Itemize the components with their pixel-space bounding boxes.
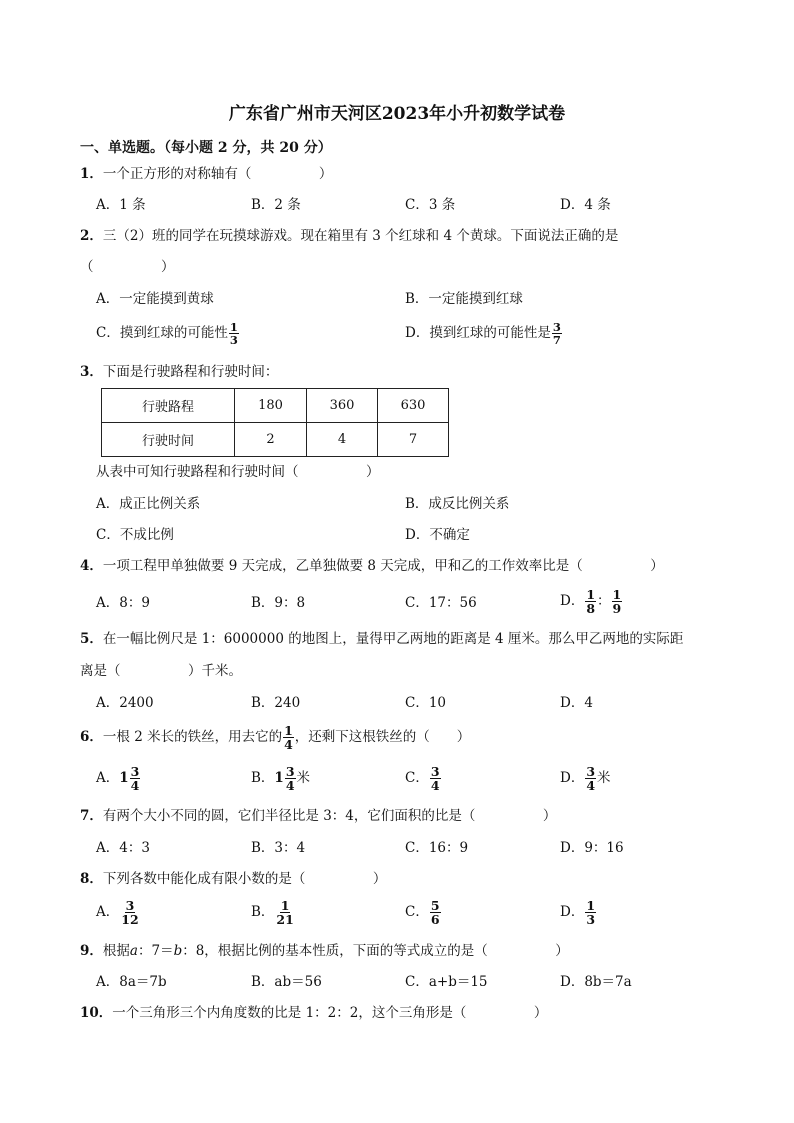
option-a[interactable]: A．一定能摸到黄球 (96, 291, 214, 307)
question-number: 8． (80, 871, 103, 887)
denominator: 7 (552, 333, 561, 348)
option-c[interactable]: C．16：9 (405, 840, 469, 856)
option-d[interactable] (560, 899, 597, 926)
option-text: C．摸到红球的可能性 (96, 325, 228, 342)
denominator: 4 (130, 778, 140, 794)
option-c[interactable]: C．10 (405, 695, 447, 711)
question-text: ：8，根据比例的基本性质，下面的等式成立的是（ ） (182, 943, 569, 959)
question-text: ：7＝ (137, 943, 174, 959)
option-a[interactable]: A．成正比例关系 (96, 496, 201, 512)
table-cell: 2 (235, 423, 307, 457)
question-text: 根据 (102, 943, 130, 959)
question-number: 4． (80, 558, 103, 574)
table-row (102, 389, 449, 423)
option-c[interactable] (96, 321, 240, 346)
numerator: 3 (430, 764, 440, 779)
numerator: 3 (552, 320, 561, 334)
option-d[interactable]: D．4 条 (560, 197, 611, 213)
fraction (552, 321, 562, 346)
question-text: 从表中可知行驶路程和行驶时间（ ） (96, 464, 380, 480)
denominator: 4 (285, 778, 295, 794)
question-number: 3． (80, 364, 103, 380)
denominator: 9 (612, 601, 622, 617)
option-text: D．摸到红球的可能性是 (405, 325, 551, 342)
option-b[interactable] (251, 899, 296, 926)
question-number: 6． (80, 729, 103, 746)
numerator: 5 (430, 898, 440, 913)
numerator: 1 (612, 587, 622, 602)
option-label: B． (251, 770, 275, 787)
option-label: C． (405, 770, 429, 787)
fraction (585, 588, 596, 615)
option-c[interactable] (405, 899, 442, 926)
numerator: 1 (280, 898, 290, 913)
numerator: 1 (586, 898, 596, 913)
question-number: 5． (80, 631, 103, 647)
section-heading: 一、单选题。（每小题 2 分，共 20 分） (80, 140, 332, 156)
question-9 (80, 945, 569, 959)
question-text: ，还剩下这根铁丝的（ ） (294, 729, 471, 746)
page-title: 广东省广州市天河区2023年小升初数学试卷 (228, 104, 566, 124)
variable: a (129, 943, 138, 959)
unit: 米 (296, 770, 311, 787)
denominator: 4 (586, 778, 596, 794)
question-text-cont: 离是（ ）千米。 (80, 663, 242, 679)
option-d[interactable] (560, 765, 611, 792)
option-d[interactable] (560, 588, 623, 615)
option-a[interactable]: A．4：3 (96, 840, 150, 856)
option-b[interactable]: B．一定能摸到红球 (405, 291, 523, 307)
option-b[interactable]: B．3：4 (251, 840, 306, 856)
option-label: B． (251, 904, 275, 921)
denominator: 8 (586, 601, 596, 617)
option-b[interactable]: B．成反比例关系 (405, 496, 510, 512)
option-c[interactable]: C．17：56 (405, 595, 477, 611)
fraction (585, 765, 596, 792)
option-d[interactable] (405, 321, 563, 346)
fraction (283, 724, 294, 751)
option-c[interactable]: C．3 条 (405, 197, 456, 213)
question-number: 7． (80, 808, 103, 824)
option-label: A． (96, 770, 120, 787)
option-label: D． (560, 770, 585, 787)
option-label: D． (560, 593, 585, 610)
table-cell: 360 (307, 389, 378, 423)
table-cell: 行驶路程 (102, 389, 235, 423)
numerator: 3 (586, 764, 596, 779)
question-text: 三（2）班的同学在玩摸球游戏。现在箱里有 3 个红球和 4 个黄球。下面说法正确的是 (102, 228, 619, 244)
denominator: 4 (284, 737, 293, 753)
option-d[interactable]: D．8b＝7a (560, 974, 632, 990)
question-10 (80, 1007, 547, 1021)
question-3 (80, 366, 278, 380)
denominator: 12 (121, 912, 139, 928)
fraction (285, 765, 296, 792)
question-2 (80, 230, 618, 244)
unit: 米 (597, 770, 611, 787)
option-d[interactable]: D．4 (560, 695, 593, 711)
denominator: 6 (430, 912, 440, 928)
ratio-colon: ： (597, 593, 611, 610)
question-text: 一个正方形的对称轴有（ ） (102, 166, 333, 182)
option-a[interactable]: A．1 条 (96, 197, 146, 213)
option-c[interactable]: C．a+b＝15 (405, 974, 488, 990)
denominator: 3 (586, 912, 596, 928)
question-4 (80, 560, 664, 574)
fraction (430, 765, 441, 792)
option-label: D． (560, 904, 585, 921)
fraction (229, 321, 239, 346)
question-1 (80, 168, 332, 182)
table-cell: 行驶时间 (102, 423, 235, 457)
question-text: 一项工程甲单独做要 9 天完成，乙单独做要 8 天完成，甲和乙的工作效率比是（ ） (102, 558, 664, 574)
option-d[interactable]: D．9：16 (560, 840, 624, 856)
question-7 (80, 810, 556, 824)
question-8 (80, 873, 386, 887)
option-b[interactable]: B．240 (251, 695, 301, 711)
fraction (120, 899, 139, 926)
option-d[interactable]: D．不确定 (405, 527, 470, 543)
numerator: 3 (130, 764, 140, 779)
option-c[interactable] (405, 765, 442, 792)
numerator: 1 (284, 723, 293, 738)
option-c[interactable]: C．不成比例 (96, 527, 174, 543)
question-6 (80, 724, 470, 751)
table-cell: 180 (235, 389, 307, 423)
question-text: 下列各数中能化成有限小数的是（ ） (102, 871, 387, 887)
option-a[interactable]: A．8：9 (96, 595, 150, 611)
whole-number: 1 (274, 770, 284, 787)
numerator: 3 (125, 898, 135, 913)
question-text: 在一幅比例尺是 1：6000000 的地图上，量得甲乙两地的距离是 4 厘米。那么甲乙两地的实际距 (102, 631, 684, 647)
table-cell: 4 (307, 423, 378, 457)
question-text: 一根 2 米长的铁丝，用去它的 (102, 729, 283, 746)
option-a[interactable] (96, 899, 141, 926)
data-table (101, 388, 449, 457)
option-b[interactable]: B．9：8 (251, 595, 306, 611)
table-row (102, 423, 449, 457)
question-number: 2． (80, 228, 103, 244)
denominator: 21 (276, 912, 294, 928)
option-a[interactable]: A．2400 (96, 695, 154, 711)
option-b[interactable]: B．ab＝56 (251, 974, 322, 990)
option-a[interactable] (96, 765, 141, 792)
option-b[interactable] (251, 765, 310, 792)
denominator: 4 (430, 778, 440, 794)
question-5 (80, 633, 683, 647)
table-cell: 7 (378, 423, 449, 457)
whole-number: 1 (119, 770, 129, 787)
fraction (585, 899, 596, 926)
option-label: C． (405, 904, 429, 921)
fraction (275, 899, 294, 926)
numerator: 1 (229, 320, 238, 334)
fraction (612, 588, 623, 615)
denominator: 3 (229, 333, 238, 348)
question-text: 下面是行驶路程和行驶时间： (102, 364, 279, 380)
question-number: 10． (80, 1005, 113, 1021)
numerator: 1 (586, 587, 596, 602)
fraction (430, 899, 441, 926)
question-text: 有两个大小不同的圆，它们半径比是 3：4，它们面积的比是（ ） (102, 808, 557, 824)
question-number: 9． (80, 943, 103, 959)
answer-blank: （ ） (80, 259, 175, 275)
fraction (130, 765, 141, 792)
question-text: 一个三角形三个内角度数的比是 1：2：2，这个三角形是（ ） (112, 1005, 548, 1021)
option-label: A． (96, 904, 120, 921)
option-b[interactable]: B．2 条 (251, 197, 301, 213)
table-cell: 630 (378, 389, 449, 423)
numerator: 3 (285, 764, 295, 779)
option-a[interactable]: A．8a＝7b (96, 974, 167, 990)
variable: b (173, 943, 183, 959)
question-number: 1． (80, 166, 103, 182)
